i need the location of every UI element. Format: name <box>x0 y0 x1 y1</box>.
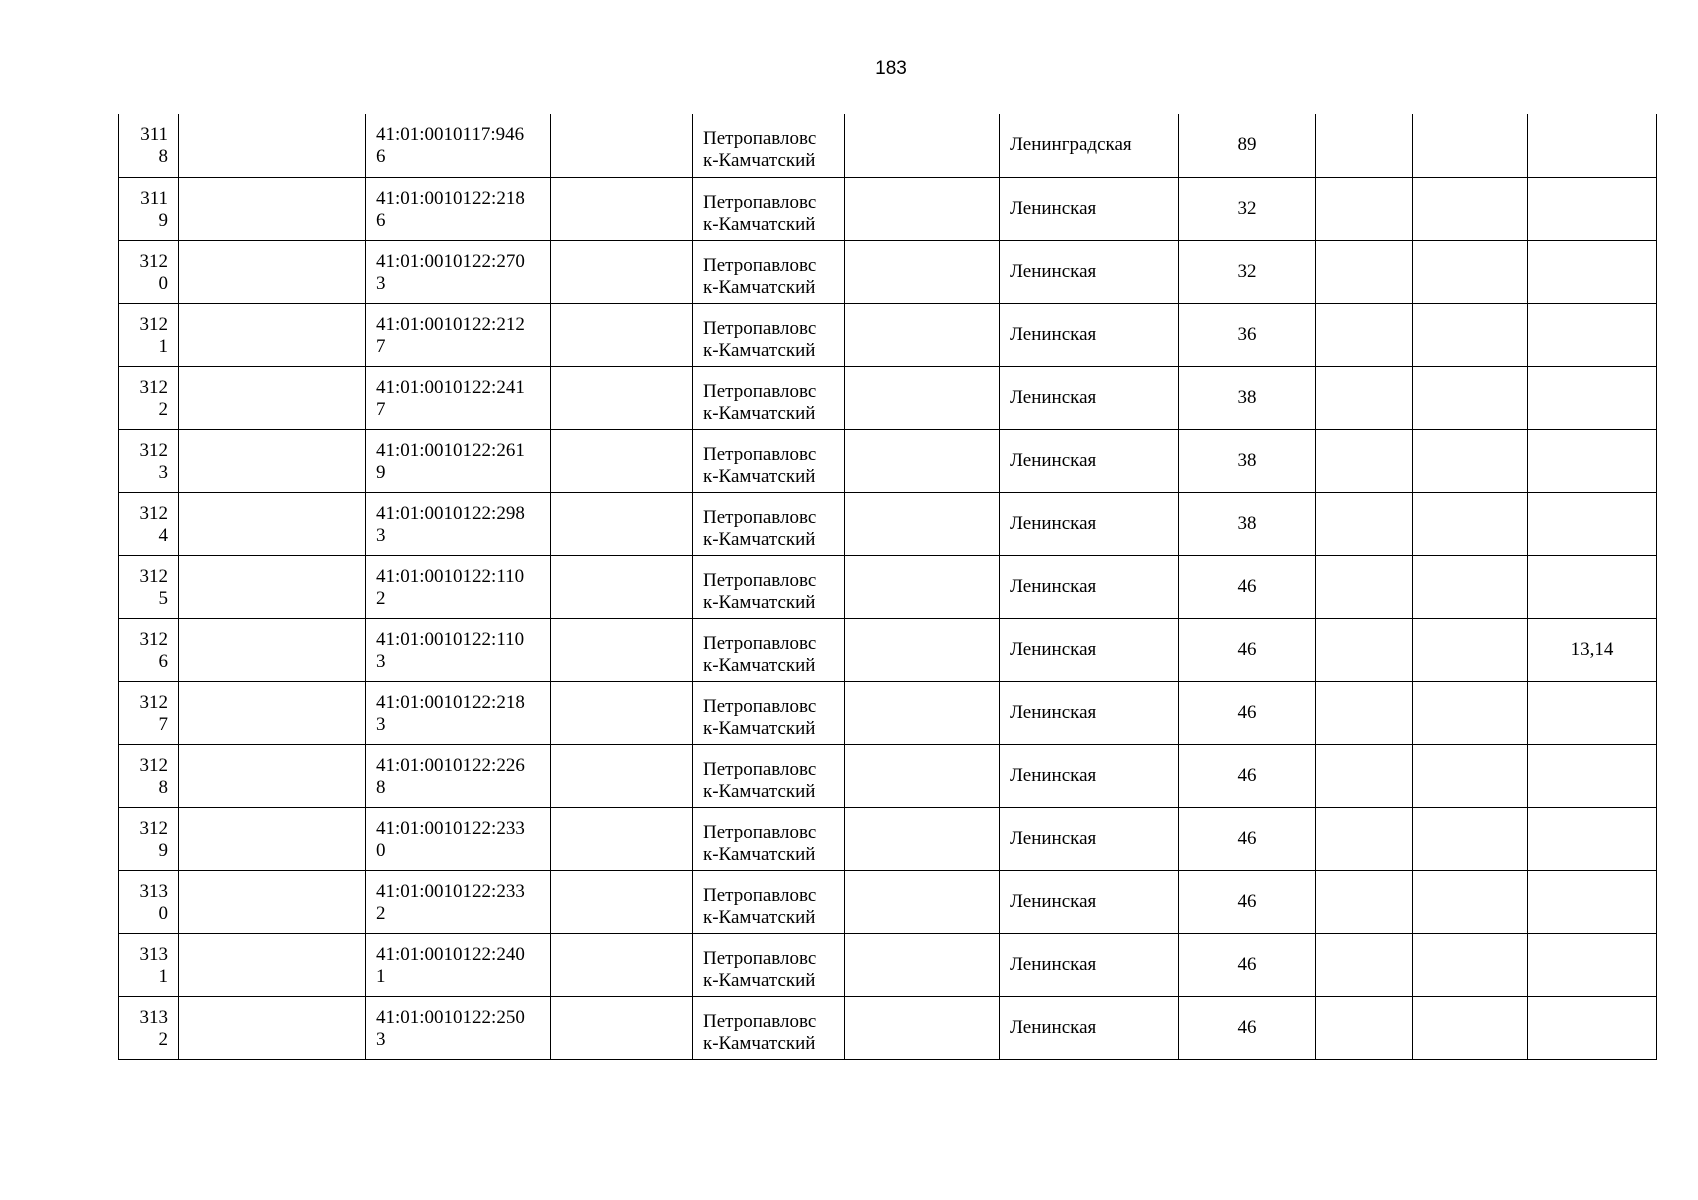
cadastral-number-part: 41:01:0010122:233 <box>376 817 525 839</box>
empty-cell <box>1413 807 1528 870</box>
empty-cell <box>179 807 366 870</box>
cadastral-number-part: 41:01:0010122:110 <box>376 565 525 587</box>
empty-cell <box>1316 366 1413 429</box>
city-part: Петропавловс <box>703 1010 817 1032</box>
empty-cell <box>551 366 693 429</box>
house-cell: 89 <box>1179 114 1316 177</box>
street-cell: Ленинская <box>1000 807 1179 870</box>
empty-cell <box>1316 303 1413 366</box>
city-part: к-Камчатский <box>703 969 816 991</box>
empty-cell <box>1413 870 1528 933</box>
city-cell <box>693 618 845 681</box>
row-number-cell <box>119 618 179 681</box>
row-number-part: 8 <box>158 776 168 798</box>
empty-cell <box>1316 555 1413 618</box>
cadastral-number-part: 41:01:0010122:110 <box>376 628 525 650</box>
cadastral-number-cell <box>366 555 551 618</box>
house-cell: 46 <box>1179 681 1316 744</box>
street-cell: Ленинская <box>1000 555 1179 618</box>
cadastral-number-cell <box>366 114 551 177</box>
empty-cell <box>179 114 366 177</box>
city-part: Петропавловс <box>703 695 817 717</box>
house-cell: 32 <box>1179 177 1316 240</box>
empty-cell <box>179 933 366 996</box>
empty-cell <box>845 492 1000 555</box>
city-cell <box>693 492 845 555</box>
empty-cell <box>1316 933 1413 996</box>
empty-cell <box>551 807 693 870</box>
city-part: к-Камчатский <box>703 654 816 676</box>
cadastral-number-cell <box>366 996 551 1059</box>
empty-cell <box>1316 618 1413 681</box>
empty-cell <box>179 303 366 366</box>
street-cell: Ленинградская <box>1000 114 1179 177</box>
city-cell <box>693 807 845 870</box>
table-row <box>119 870 1657 933</box>
empty-cell <box>1413 177 1528 240</box>
row-number-part: 312 <box>139 754 168 776</box>
empty-cell <box>551 870 693 933</box>
table-row <box>119 177 1657 240</box>
table-row <box>119 303 1657 366</box>
city-part: Петропавловс <box>703 947 817 969</box>
row-number-part: 313 <box>139 1006 168 1028</box>
row-number-cell <box>119 933 179 996</box>
row-number-cell <box>119 240 179 303</box>
row-number-part: 6 <box>158 650 168 672</box>
city-cell <box>693 240 845 303</box>
street-cell: Ленинская <box>1000 240 1179 303</box>
registry-table <box>118 114 1657 1060</box>
city-part: Петропавловс <box>703 317 817 339</box>
cadastral-number-part: 41:01:0010122:241 <box>376 376 525 398</box>
extra-cell <box>1528 177 1657 240</box>
extra-cell <box>1528 492 1657 555</box>
extra-cell <box>1528 933 1657 996</box>
extra-cell <box>1528 744 1657 807</box>
table-row <box>119 681 1657 744</box>
row-number-part: 5 <box>158 587 168 609</box>
cadastral-number-part: 41:01:0010117:946 <box>376 124 525 145</box>
row-number-cell <box>119 870 179 933</box>
cadastral-number-part: 2 <box>376 902 386 924</box>
empty-cell <box>1413 366 1528 429</box>
house-cell: 46 <box>1179 870 1316 933</box>
row-number-part: 312 <box>139 250 168 272</box>
city-part: Петропавловс <box>703 821 817 843</box>
empty-cell <box>179 996 366 1059</box>
empty-cell <box>179 555 366 618</box>
row-number-cell <box>119 807 179 870</box>
table-row <box>119 240 1657 303</box>
empty-cell <box>845 366 1000 429</box>
cadastral-number-part: 41:01:0010122:218 <box>376 187 525 209</box>
empty-cell <box>551 744 693 807</box>
cadastral-number-part: 41:01:0010122:261 <box>376 439 525 461</box>
row-number-part: 312 <box>139 565 168 587</box>
row-number-part: 2 <box>158 398 168 420</box>
city-part: к-Камчатский <box>703 1032 816 1054</box>
house-cell: 46 <box>1179 555 1316 618</box>
empty-cell <box>179 618 366 681</box>
street-cell: Ленинская <box>1000 177 1179 240</box>
empty-cell <box>179 492 366 555</box>
row-number-part: 9 <box>158 209 168 231</box>
city-part: Петропавловс <box>703 758 817 780</box>
cadastral-number-part: 41:01:0010122:212 <box>376 313 525 335</box>
cadastral-number-cell <box>366 681 551 744</box>
city-part: к-Камчатский <box>703 591 816 613</box>
cadastral-number-cell <box>366 870 551 933</box>
empty-cell <box>845 807 1000 870</box>
cadastral-number-part: 41:01:0010122:298 <box>376 502 525 524</box>
empty-cell <box>845 996 1000 1059</box>
empty-cell <box>1413 492 1528 555</box>
extra-cell <box>1528 429 1657 492</box>
city-cell <box>693 114 845 177</box>
cadastral-number-part: 3 <box>376 272 386 294</box>
cadastral-number-part: 3 <box>376 650 386 672</box>
row-number-part: 311 <box>140 187 168 209</box>
row-number-part: 2 <box>158 1028 168 1050</box>
empty-cell <box>1413 744 1528 807</box>
empty-cell <box>1316 492 1413 555</box>
row-number-cell <box>119 744 179 807</box>
empty-cell <box>179 429 366 492</box>
row-number-part: 7 <box>158 713 168 735</box>
street-cell: Ленинская <box>1000 744 1179 807</box>
row-number-part: 312 <box>139 628 168 650</box>
city-part: Петропавловс <box>703 506 817 528</box>
empty-cell <box>1316 744 1413 807</box>
cadastral-number-part: 41:01:0010122:240 <box>376 943 525 965</box>
city-part: Петропавловс <box>703 632 817 654</box>
cadastral-number-part: 9 <box>376 461 386 483</box>
cadastral-number-cell <box>366 177 551 240</box>
empty-cell <box>845 303 1000 366</box>
city-part: к-Камчатский <box>703 906 816 928</box>
city-part: Петропавловс <box>703 380 817 402</box>
street-cell: Ленинская <box>1000 681 1179 744</box>
city-part: к-Камчатский <box>703 528 816 550</box>
extra-cell <box>1528 807 1657 870</box>
empty-cell <box>551 933 693 996</box>
table-row <box>119 366 1657 429</box>
cadastral-number-part: 2 <box>376 587 386 609</box>
empty-cell <box>1316 807 1413 870</box>
street-cell: Ленинская <box>1000 933 1179 996</box>
empty-cell <box>1413 240 1528 303</box>
empty-cell <box>845 933 1000 996</box>
city-cell <box>693 744 845 807</box>
cadastral-number-part: 3 <box>376 1028 386 1050</box>
city-part: Петропавловс <box>703 254 817 276</box>
table-row <box>119 114 1657 177</box>
empty-cell <box>1316 681 1413 744</box>
city-cell <box>693 555 845 618</box>
empty-cell <box>179 177 366 240</box>
empty-cell <box>551 303 693 366</box>
table-row <box>119 555 1657 618</box>
empty-cell <box>179 240 366 303</box>
extra-cell <box>1528 303 1657 366</box>
empty-cell <box>845 177 1000 240</box>
house-cell: 36 <box>1179 303 1316 366</box>
row-number-part: 312 <box>139 313 168 335</box>
table-body <box>119 114 1657 1059</box>
row-number-cell <box>119 114 179 177</box>
row-number-part: 311 <box>140 124 168 145</box>
city-part: к-Камчатский <box>703 150 816 172</box>
cadastral-number-cell <box>366 429 551 492</box>
empty-cell <box>551 240 693 303</box>
extra-cell <box>1528 240 1657 303</box>
row-number-cell <box>119 555 179 618</box>
page-number: 183 <box>875 58 907 79</box>
row-number-part: 312 <box>139 376 168 398</box>
street-cell: Ленинская <box>1000 429 1179 492</box>
street-cell: Ленинская <box>1000 366 1179 429</box>
empty-cell <box>1316 177 1413 240</box>
cadastral-number-part: 41:01:0010122:250 <box>376 1006 525 1028</box>
row-number-part: 3 <box>158 461 168 483</box>
empty-cell <box>179 744 366 807</box>
row-number-part: 8 <box>158 146 168 167</box>
table-row <box>119 744 1657 807</box>
city-part: к-Камчатский <box>703 843 816 865</box>
extra-cell <box>1528 681 1657 744</box>
empty-cell <box>1413 114 1528 177</box>
empty-cell <box>1316 429 1413 492</box>
city-cell <box>693 996 845 1059</box>
city-part: к-Камчатский <box>703 717 816 739</box>
cadastral-number-cell <box>366 492 551 555</box>
city-part: Петропавловс <box>703 191 817 213</box>
cadastral-number-part: 41:01:0010122:226 <box>376 754 525 776</box>
house-cell: 38 <box>1179 366 1316 429</box>
cadastral-number-part: 6 <box>376 146 386 167</box>
row-number-part: 1 <box>158 335 168 357</box>
street-cell: Ленинская <box>1000 492 1179 555</box>
empty-cell <box>1316 240 1413 303</box>
empty-cell <box>1413 681 1528 744</box>
city-part: Петропавловс <box>703 443 817 465</box>
empty-cell <box>551 555 693 618</box>
street-cell: Ленинская <box>1000 618 1179 681</box>
extra-cell <box>1528 114 1657 177</box>
empty-cell <box>1413 996 1528 1059</box>
row-number-part: 0 <box>158 272 168 294</box>
empty-cell <box>845 744 1000 807</box>
empty-cell <box>1316 870 1413 933</box>
extra-cell: 13,14 <box>1528 618 1657 681</box>
cadastral-number-cell <box>366 933 551 996</box>
empty-cell <box>845 114 1000 177</box>
city-part: к-Камчатский <box>703 213 816 235</box>
empty-cell <box>1316 996 1413 1059</box>
city-part: к-Камчатский <box>703 276 816 298</box>
extra-cell <box>1528 555 1657 618</box>
row-number-part: 312 <box>139 502 168 524</box>
row-number-part: 312 <box>139 439 168 461</box>
cadastral-number-cell <box>366 240 551 303</box>
empty-cell <box>179 681 366 744</box>
row-number-cell <box>119 303 179 366</box>
city-part: к-Камчатский <box>703 402 816 424</box>
empty-cell <box>551 114 693 177</box>
city-part: Петропавловс <box>703 884 817 906</box>
city-part: Петропавловс <box>703 569 817 591</box>
city-part: к-Камчатский <box>703 780 816 802</box>
cadastral-number-part: 1 <box>376 965 386 987</box>
empty-cell <box>1413 555 1528 618</box>
city-cell <box>693 177 845 240</box>
empty-cell <box>845 618 1000 681</box>
cadastral-number-cell <box>366 744 551 807</box>
house-cell: 38 <box>1179 429 1316 492</box>
empty-cell <box>845 681 1000 744</box>
city-cell <box>693 681 845 744</box>
cadastral-number-part: 3 <box>376 524 386 546</box>
street-cell: Ленинская <box>1000 303 1179 366</box>
row-number-part: 0 <box>158 902 168 924</box>
empty-cell <box>845 870 1000 933</box>
cadastral-number-cell <box>366 618 551 681</box>
cadastral-number-part: 41:01:0010122:218 <box>376 691 525 713</box>
empty-cell <box>1413 933 1528 996</box>
empty-cell <box>1316 114 1413 177</box>
city-cell <box>693 870 845 933</box>
empty-cell <box>551 177 693 240</box>
row-number-part: 313 <box>139 880 168 902</box>
empty-cell <box>179 870 366 933</box>
row-number-cell <box>119 366 179 429</box>
table-row <box>119 933 1657 996</box>
empty-cell <box>551 996 693 1059</box>
empty-cell <box>1413 303 1528 366</box>
empty-cell <box>845 555 1000 618</box>
table-row <box>119 618 1657 681</box>
cadastral-number-part: 8 <box>376 776 386 798</box>
house-cell: 46 <box>1179 618 1316 681</box>
city-part: к-Камчатский <box>703 339 816 361</box>
empty-cell <box>551 429 693 492</box>
empty-cell <box>551 681 693 744</box>
street-cell: Ленинская <box>1000 870 1179 933</box>
row-number-cell <box>119 996 179 1059</box>
table-row <box>119 492 1657 555</box>
city-cell <box>693 429 845 492</box>
table-row <box>119 807 1657 870</box>
empty-cell <box>845 429 1000 492</box>
house-cell: 46 <box>1179 996 1316 1059</box>
extra-cell <box>1528 996 1657 1059</box>
house-cell: 46 <box>1179 933 1316 996</box>
row-number-part: 312 <box>139 817 168 839</box>
empty-cell <box>1413 429 1528 492</box>
street-cell: Ленинская <box>1000 996 1179 1059</box>
row-number-part: 1 <box>158 965 168 987</box>
row-number-cell <box>119 177 179 240</box>
row-number-part: 9 <box>158 839 168 861</box>
cadastral-number-part: 0 <box>376 839 386 861</box>
empty-cell <box>551 492 693 555</box>
cadastral-number-cell <box>366 366 551 429</box>
cadastral-number-part: 41:01:0010122:270 <box>376 250 525 272</box>
row-number-part: 4 <box>158 524 168 546</box>
extra-cell <box>1528 366 1657 429</box>
row-number-cell <box>119 429 179 492</box>
city-part: Петропавловс <box>703 128 817 150</box>
empty-cell <box>845 240 1000 303</box>
cadastral-number-part: 3 <box>376 713 386 735</box>
cadastral-number-cell <box>366 807 551 870</box>
row-number-cell <box>119 681 179 744</box>
empty-cell <box>179 366 366 429</box>
city-cell <box>693 303 845 366</box>
city-part: к-Камчатский <box>703 465 816 487</box>
cadastral-number-part: 7 <box>376 335 386 357</box>
cadastral-number-cell <box>366 303 551 366</box>
empty-cell <box>1413 618 1528 681</box>
city-cell <box>693 366 845 429</box>
row-number-part: 312 <box>139 691 168 713</box>
house-cell: 46 <box>1179 744 1316 807</box>
city-cell <box>693 933 845 996</box>
row-number-part: 313 <box>139 943 168 965</box>
row-number-cell <box>119 492 179 555</box>
cadastral-number-part: 6 <box>376 209 386 231</box>
cadastral-number-part: 41:01:0010122:233 <box>376 880 525 902</box>
house-cell: 38 <box>1179 492 1316 555</box>
extra-cell <box>1528 870 1657 933</box>
cadastral-number-part: 7 <box>376 398 386 420</box>
house-cell: 32 <box>1179 240 1316 303</box>
table-row <box>119 429 1657 492</box>
house-cell: 46 <box>1179 807 1316 870</box>
empty-cell <box>551 618 693 681</box>
table-row <box>119 996 1657 1059</box>
